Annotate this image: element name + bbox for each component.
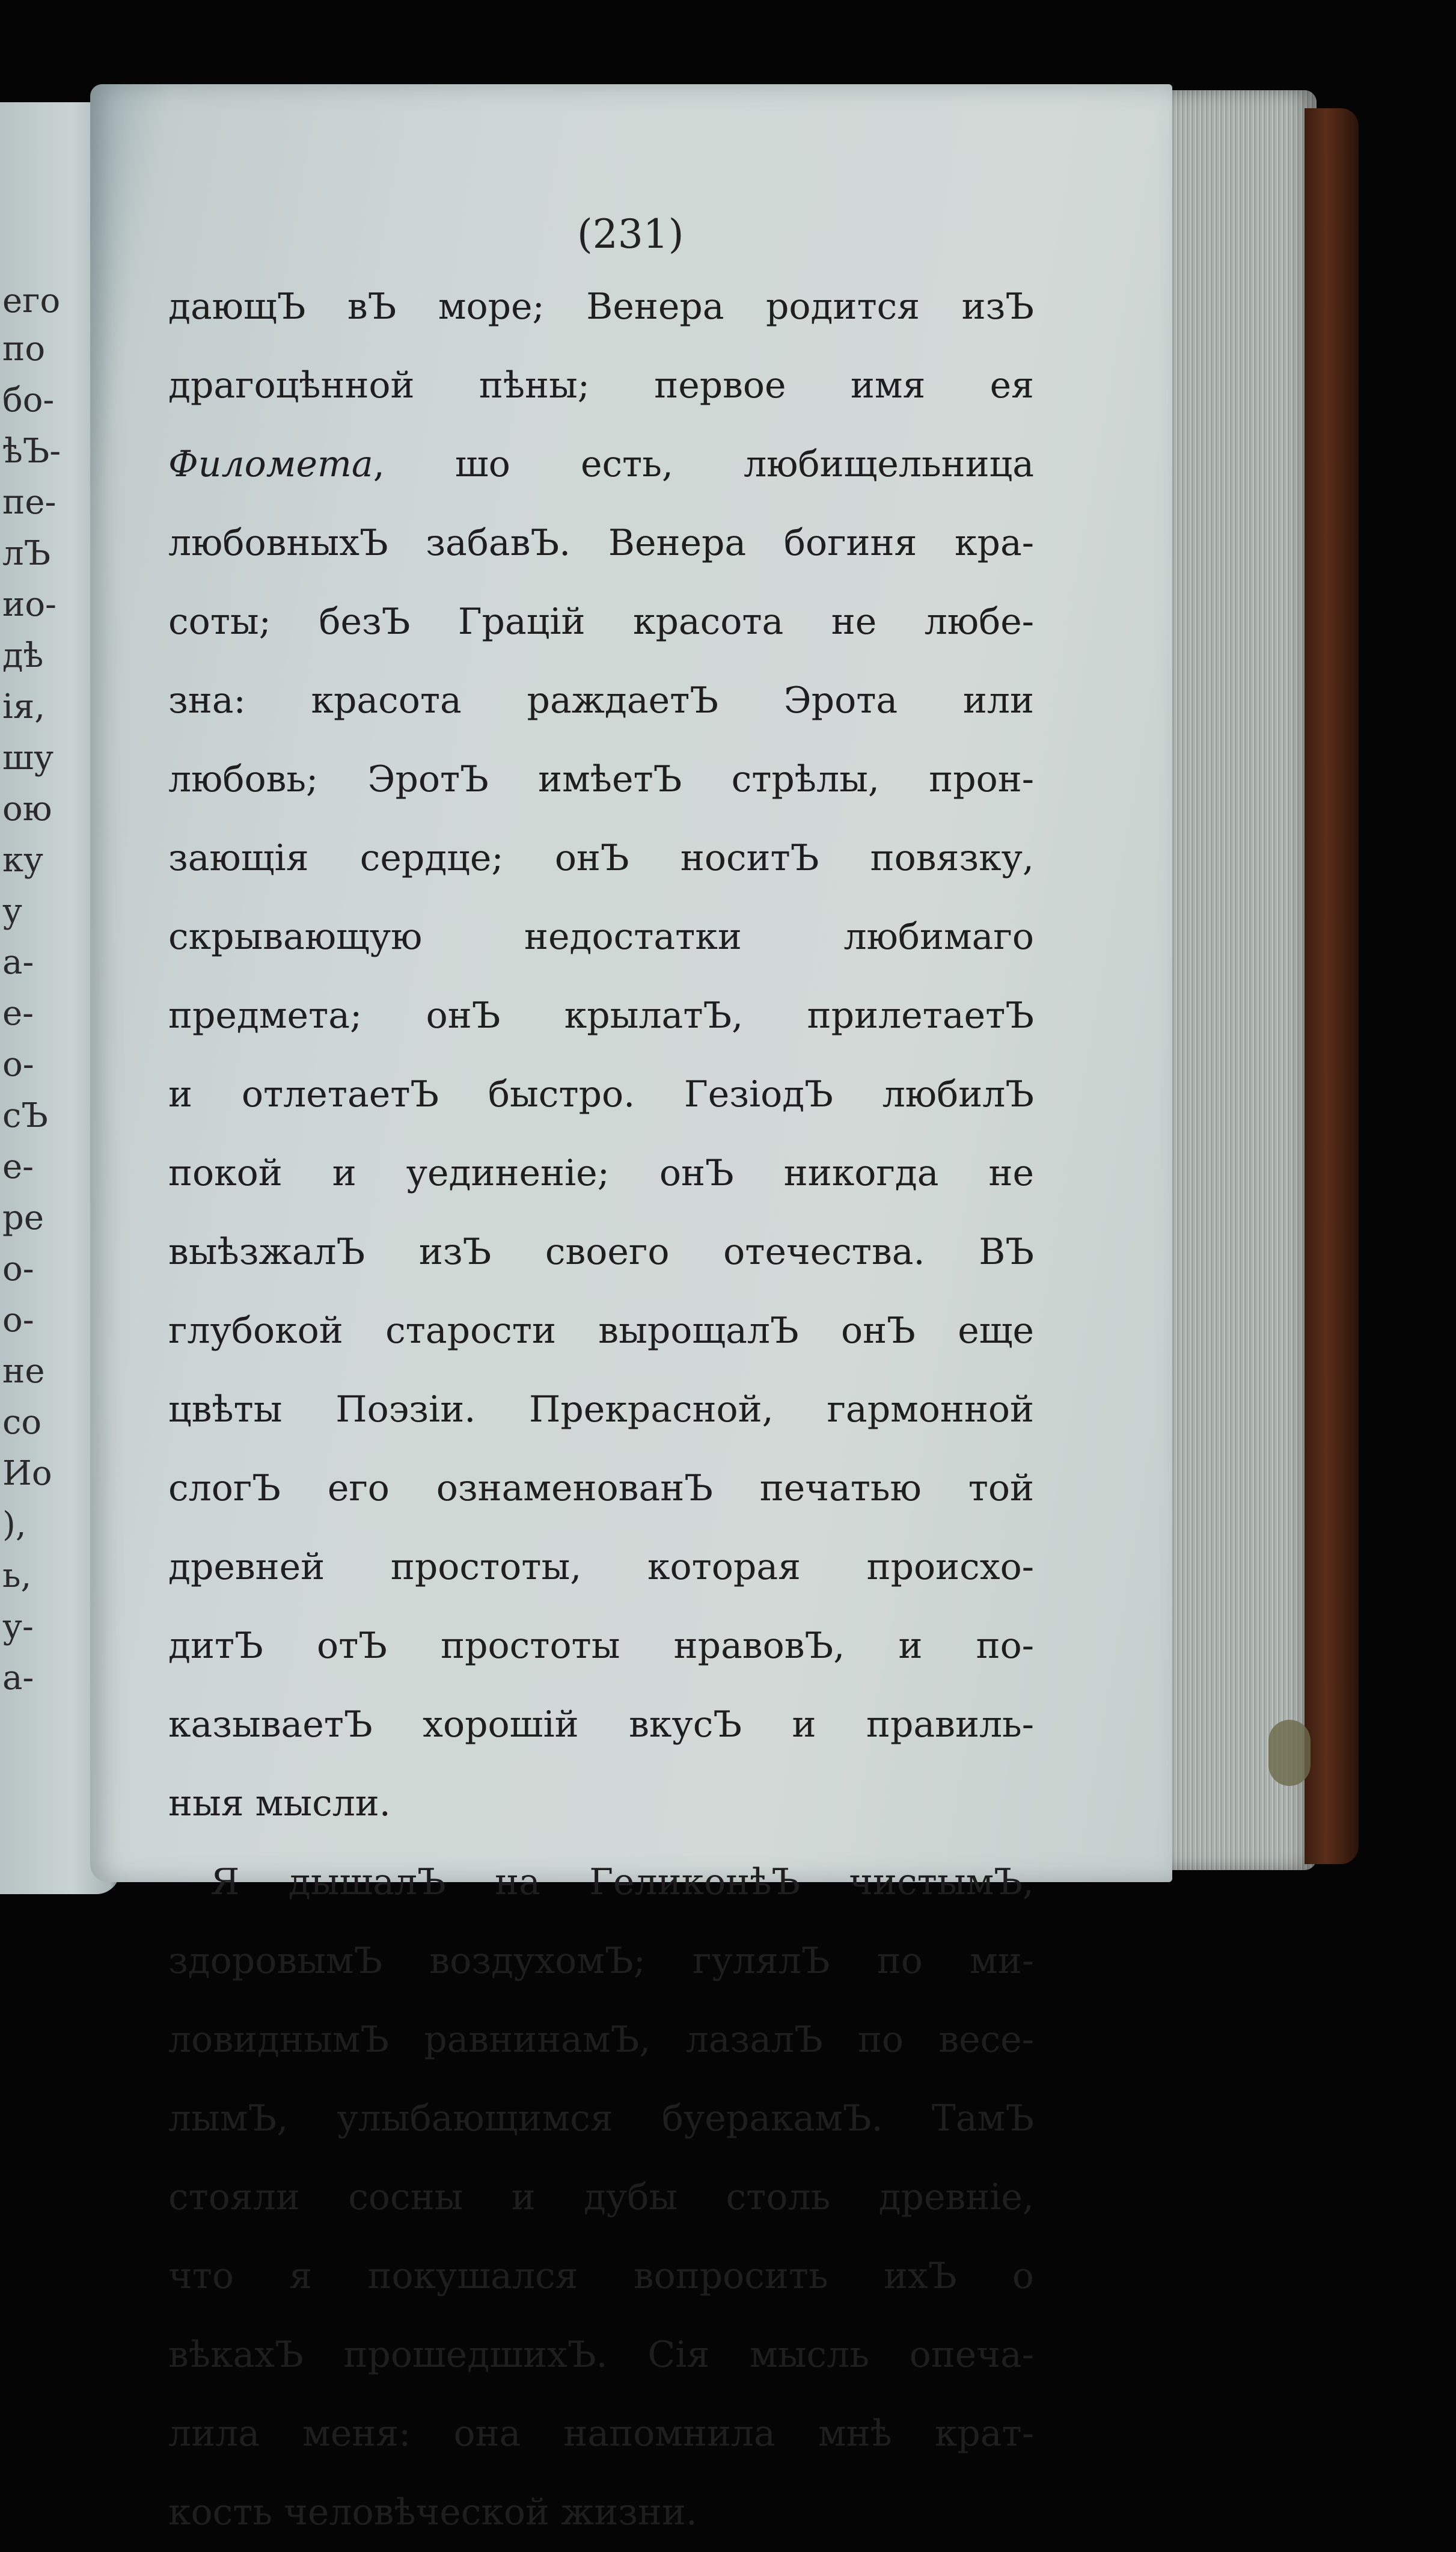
text-line: ныя мысли. — [168, 1782, 391, 1824]
left-fragment: ь, — [2, 1556, 32, 1595]
text-line: лила меня: она напомнила мнѣ крат- — [168, 2412, 1034, 2455]
text-line: соты; безЪ Грацій красота не любе- — [168, 601, 1034, 643]
left-fragment: бо- — [2, 381, 55, 420]
left-fragment: ре — [2, 1198, 44, 1238]
left-fragment: е- — [2, 994, 34, 1033]
left-fragment: о- — [2, 1250, 34, 1289]
text-line: вѣкахЪ прошедшихЪ. Сія мысль опеча- — [168, 2334, 1034, 2376]
left-fragment: у- — [2, 1607, 34, 1646]
left-fragment: шу — [2, 738, 54, 778]
text-line: казываетЪ хорошій вкусЪ и правиль- — [168, 1704, 1034, 1746]
text-line: кость человѣческой жизни. — [168, 2491, 697, 2533]
text-line: глубокой старости вырощалЪ онЪ еще — [168, 1310, 1034, 1352]
text-line: предмета; онЪ крылатЪ, прилетаетЪ — [168, 995, 1034, 1037]
text-line: зающія сердце; онЪ носитЪ повязку, — [168, 837, 1034, 879]
text-line: Филомета, шо есть, любищельница — [168, 443, 1034, 485]
text-line: ловиднымЪ равнинамЪ, лазалЪ по весе- — [168, 2019, 1034, 2061]
text-line: драгоцѣнной пѣны; первое имя ея — [168, 364, 1034, 406]
book-page — [90, 84, 1172, 2533]
left-fragment: у — [2, 892, 22, 931]
page-fore-edge — [1160, 90, 1317, 1870]
text-line: стояли сосны и дубы столь древніе, — [168, 2176, 1034, 2218]
text-line: скрывающую недостатки любимаго — [168, 916, 1034, 958]
text-line: дитЪ отЪ простоты нравовЪ, и по- — [168, 1625, 1034, 1667]
left-fragment: ), — [2, 1505, 26, 1544]
left-fragment: е- — [2, 1147, 34, 1186]
cover-stain — [1268, 1720, 1311, 1786]
left-fragment: его — [2, 281, 61, 321]
left-fragment: а- — [2, 943, 34, 982]
text-line: любовь; ЭротЪ имѣетЪ стрѣлы, прон- — [168, 758, 1034, 800]
text-line: здоровымЪ воздухомЪ; гулялЪ по ми- — [168, 1940, 1034, 1982]
left-fragment: ио- — [2, 585, 57, 624]
left-fragment: ѣЪ- — [2, 432, 61, 471]
text-line: покой и уединеніе; онЪ никогда не — [168, 1152, 1034, 1194]
left-fragment: а- — [2, 1658, 34, 1698]
left-fragment: пе- — [2, 483, 57, 522]
text-line: что я покушался вопросить ихЪ о — [168, 2255, 1034, 2297]
page-body — [168, 268, 1034, 2552]
left-fragment: по — [2, 330, 46, 369]
text-line: Я дышалЪ на ГеликонѣЪ чистымЪ, — [210, 1861, 1034, 1903]
book-cover — [1305, 108, 1359, 1864]
text-line: любовныхЪ забавЪ. Венера богиня кра- — [168, 522, 1034, 564]
left-fragment: дѣ — [2, 636, 44, 675]
text-line: дающЪ вЪ море; Венера родится изЪ — [168, 286, 1034, 328]
left-fragment: ою — [2, 790, 52, 829]
left-fragment: со — [2, 1403, 42, 1442]
left-fragment: не — [2, 1352, 45, 1391]
text-line: древней простоты, которая происхо- — [168, 1546, 1034, 1588]
left-fragment: о- — [2, 1045, 34, 1084]
text-line: слогЪ его ознаменованЪ печатью той — [168, 1467, 1034, 1509]
left-fragment: о- — [2, 1301, 34, 1340]
text-line: зна: красота раждаетЪ Эрота или — [168, 679, 1034, 722]
text-line: лымЪ, улыбающимся буеракамЪ. ТамЪ — [168, 2097, 1034, 2139]
left-fragment: Ио — [2, 1454, 52, 1493]
text-line: и отлетаетЪ быстро. ГезіодЪ любилЪ — [168, 1073, 1034, 1115]
left-fragment: ку — [2, 841, 43, 880]
text-line: цвѣты Поэзіи. Прекрасной, гармонной — [168, 1388, 1034, 1431]
left-fragment: лЪ — [2, 534, 51, 573]
left-fragment: сЪ — [2, 1096, 48, 1135]
left-fragment: ія, — [2, 687, 46, 726]
text-line: выѣзжалЪ изЪ своего отечества. ВЪ — [168, 1231, 1034, 1273]
page-number: (231) — [577, 211, 684, 257]
